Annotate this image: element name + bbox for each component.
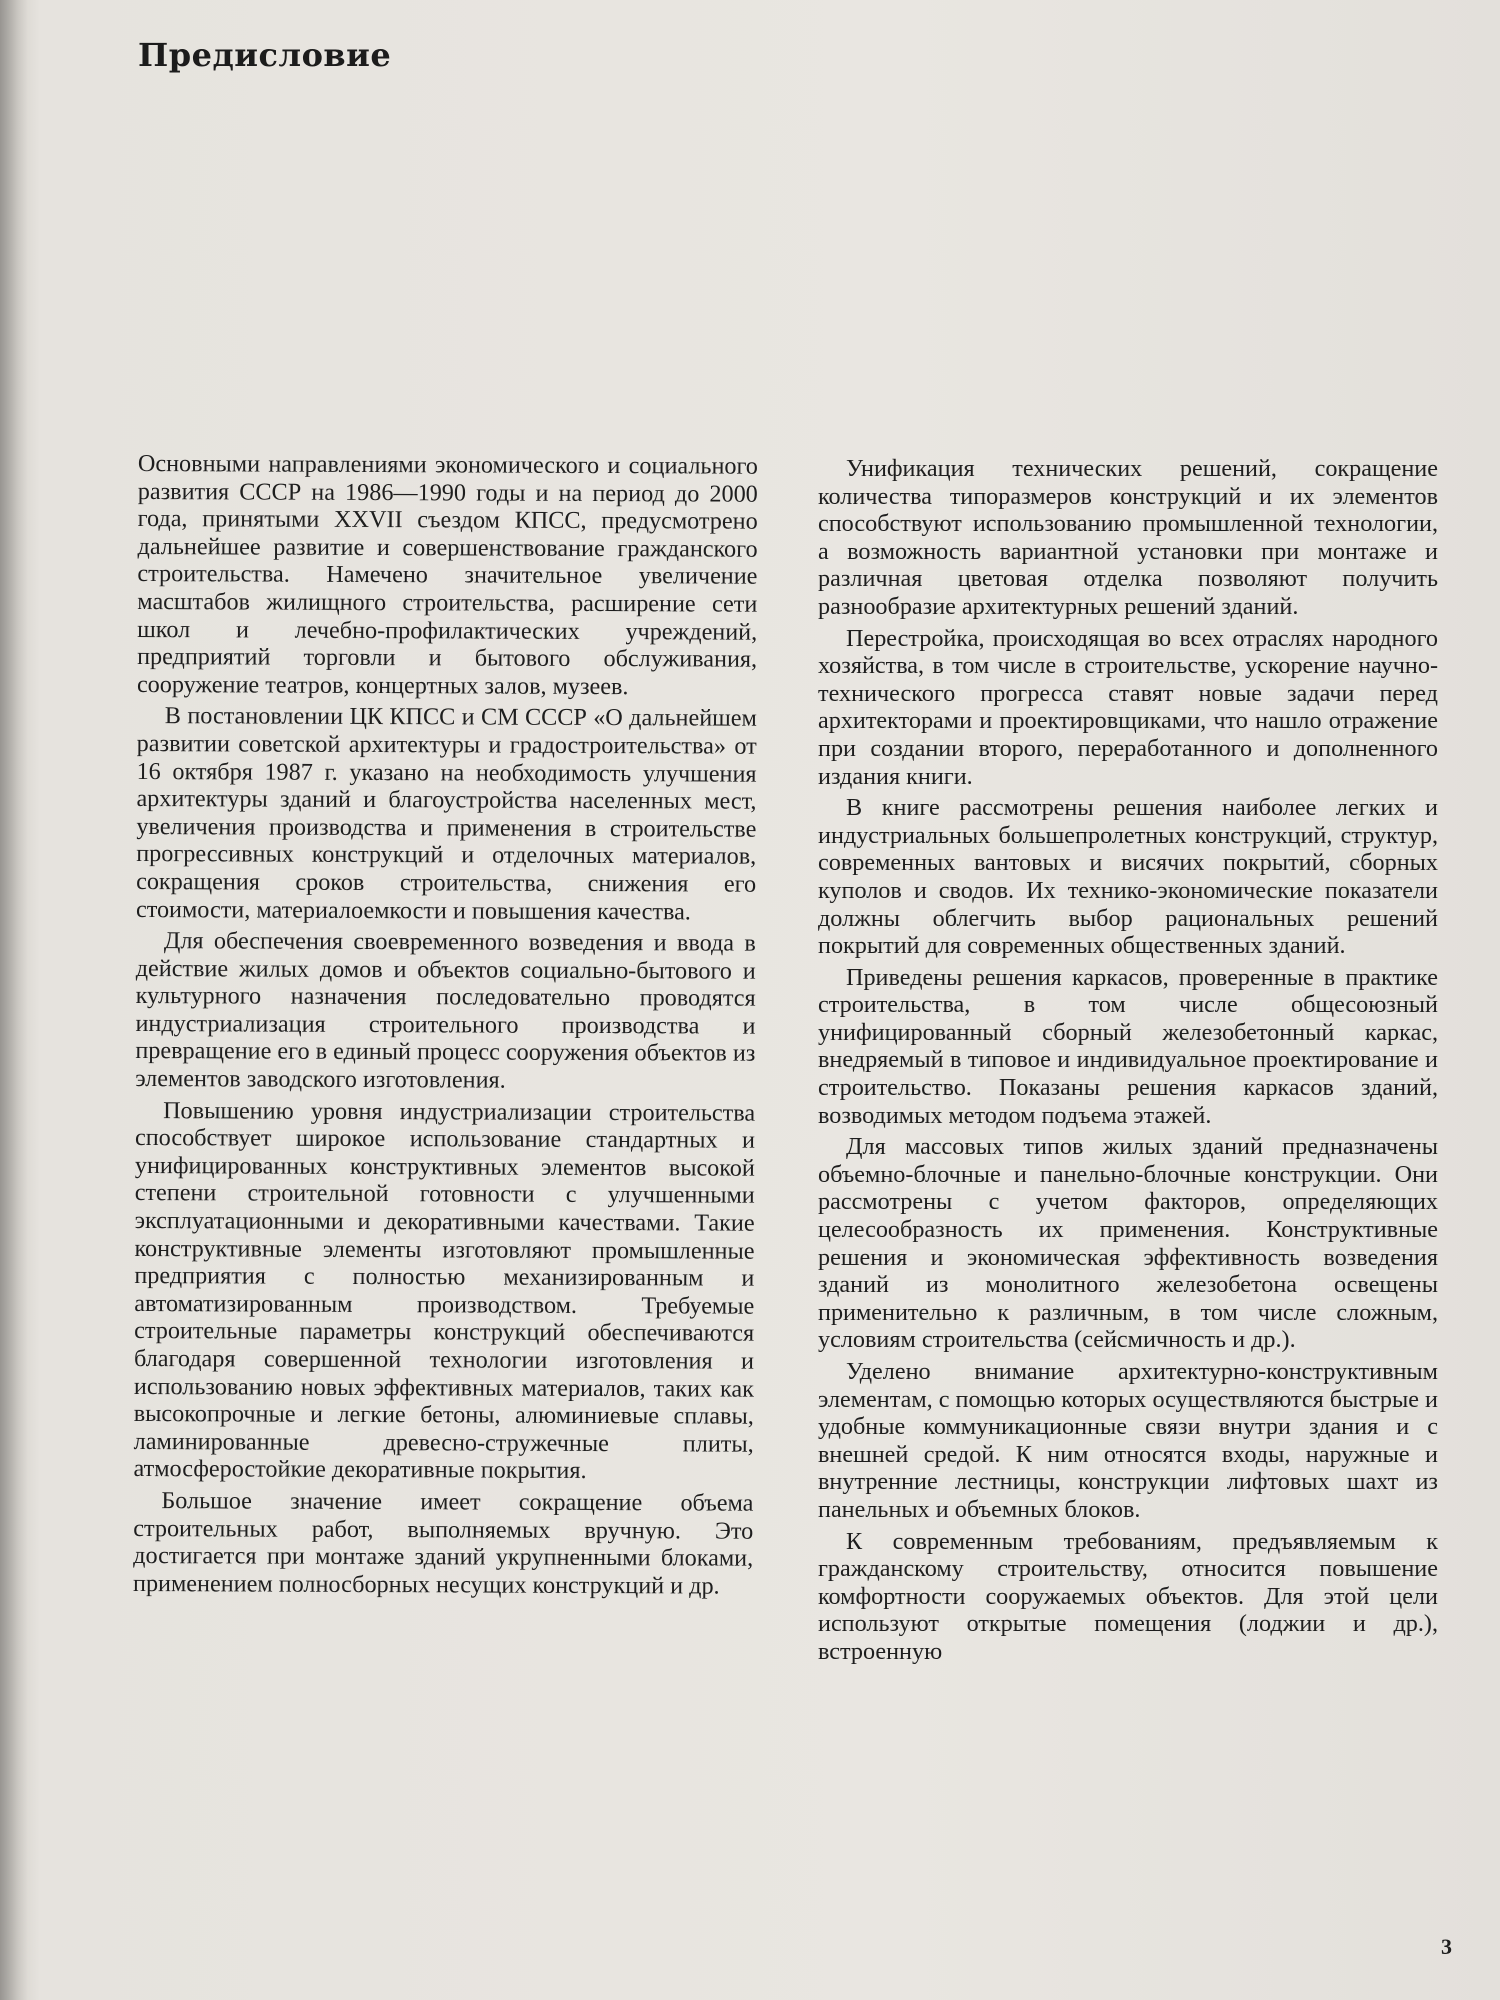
paragraph: Унификация технических решений, сокращение количества типоразмеров конструкций и их элементов способствуют использованию промышленной технологии, а возможность вариантной установки при монтаже и различная цветовая отделка позволяют получить разнообразие архитектурных решений зданий. — [818, 455, 1438, 620]
paragraph: Основными направлениями экономического и социального развития СССР на 1986—1990 годы и на период до 2000 года, принятыми XXVII съездом КПСС, предусмотрено дальнейшее развитие и совершенствование гражданского строительства. Намечено значительное увеличение масштабов жилищного строительства, расширение сети школ и лечебно-профилактических учреждений, предприятий торговли и бытового обслуживания, сооружение театров, концертных залов, музеев. — [136, 450, 758, 700]
paragraph: Повышению уровня индустриализации строительства способствует широкое использование стандартных и унифицированных конструктивных элементов высокой степени строительной готовности с улучшенными эксплуатационными и декоративными качествами. Такие конструктивные элементы изготовляют промышленные предприятия с полностью механизированным и автоматизированным производством. Требуемые строительные параметры конструкций обеспечиваются благодаря совершенной технологии изготовления и использованию новых эффективных материалов, таких как высокопрочные и легкие бетоны, алюминиевые сплавы, ламинированные древесно-стружечные плиты, атмосферостойкие декоративные покрытия. — [133, 1096, 756, 1485]
paragraph: В книге рассмотрены решения наиболее легких и индустриальных большепролетных конструкций, структур, современных вантовых и висячих покрытий, сборных куполов и сводов. Их технико-экономические показатели должны облегчить выбор рациональных решений покрытий для современных общественных зданий. — [818, 794, 1438, 960]
paragraph: Уделено внимание архитектурно-конструктивным элементам, с помощью которых осуществляются быстрые и удобные коммуникационные связи внутри здания и с внешней средой. К ним относятся входы, наружные и внутренние лестницы, конструкции лифтовых шахт из панельных и объемных блоков. — [818, 1358, 1438, 1523]
paragraph: Для массовых типов жилых зданий предназначены объемно-блочные и панельно-блочные конструкции. Они рассмотрены с учетом факторов, определяющих целесообразность их применения. Конструктивные решения и экономическая эффективность возведения зданий из монолитного железобетона освещены применительно к различным, в том числе сложным, условиям строительства (сейсмичность и др.). — [818, 1133, 1438, 1354]
paragraph: К современным требованиям, предъявляемым к гражданскому строительству, относится повышение комфортности сооружаемых объектов. Для этой цели используют открытые помещения (лоджии и др.), встроенную — [818, 1527, 1438, 1665]
paragraph: В постановлении ЦК КПСС и СМ СССР «О дальнейшем развитии советской архитектуры и градостроительства» от 16 октября 1987 г. указано на необходимость улучшения архитектуры зданий и благоустройства населенных мест, увеличения производства и применения в строительстве прогрессивных конструкций и отделочных материалов, сокращения сроков строительства, снижения его стоимости, материалоемкости и повышения качества. — [135, 702, 757, 925]
paragraph: Большое значение имеет сокращение объема строительных работ, выполняемых вручную. Это достигается при монтаже зданий укрупненными блоками, применением полносборных несущих конструкций и др. — [132, 1487, 754, 1600]
right-column — [818, 455, 1438, 1670]
paragraph: Приведены решения каркасов, проверенные в практике строительства, в том числе общесоюзный унифицированный сборный железобетонный каркас, внедряемый в типовое и индивидуальное проектирование и строительство. Показаны решения каркасов зданий, возводимых методом подъема этажей. — [818, 963, 1438, 1129]
left-column — [133, 450, 758, 1604]
paragraph: Перестройка, происходящая во всех отраслях народного хозяйства, в том числе в строительстве, ускорение научно-технического прогресса ставят новые задачи перед архитекторами и проектировщиками, что нашло отражение при создании второго, переработанного и дополненного издания книги. — [818, 624, 1438, 790]
page-title: Предисловие — [138, 36, 392, 74]
paragraph: Для обеспечения своевременного возведения и ввода в действие жилых домов и объектов социально-бытового и культурного назначения последовательно проводятся индустриализация строительного производства и превращение его в единый процесс сооружения объектов из элементов заводского изготовления. — [135, 927, 756, 1094]
page-number: 3 — [1441, 1934, 1452, 1959]
spine-shadow — [0, 0, 28, 2000]
